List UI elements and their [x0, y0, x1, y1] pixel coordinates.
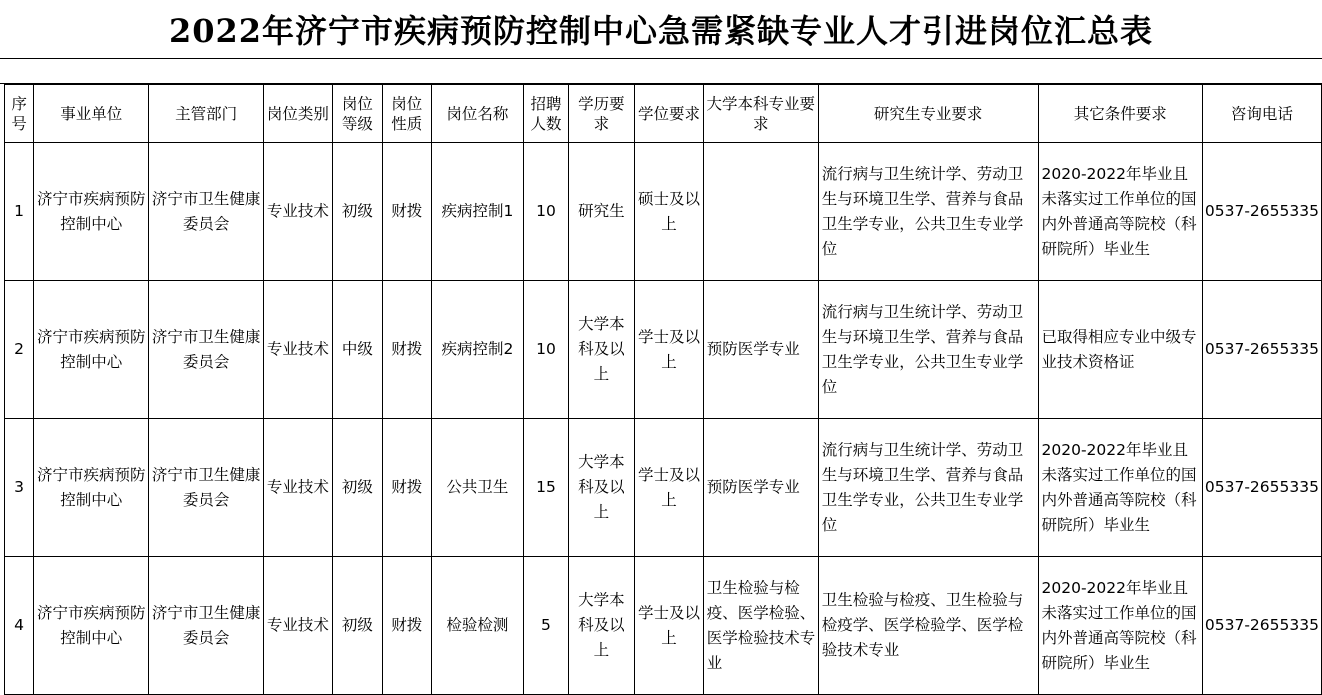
- cell-grad-major[interactable]: 流行病与卫生统计学、劳动卫生与环境卫生学、营养与食品卫生学专业，公共卫生专业学位: [818, 143, 1038, 281]
- cell-department[interactable]: 济宁市卫生健康委员会: [149, 419, 264, 557]
- cell-grad-major[interactable]: 流行病与卫生统计学、劳动卫生与环境卫生学、营养与食品卫生学专业，公共卫生专业学位: [818, 281, 1038, 419]
- cell-undergrad-major[interactable]: [703, 143, 818, 281]
- cell-undergrad-major[interactable]: 卫生检验与检疫、医学检验、医学检验技术专业: [703, 557, 818, 695]
- cell-index[interactable]: 4: [5, 557, 34, 695]
- cell-unit[interactable]: 济宁市疾病预防控制中心: [34, 557, 149, 695]
- header-row: [5, 85, 1322, 143]
- cell-education[interactable]: 大学本科及以上: [568, 281, 635, 419]
- cell-category[interactable]: 专业技术: [264, 419, 333, 557]
- cell-phone[interactable]: 0537-2655335: [1202, 143, 1321, 281]
- header-cell-position[interactable]: 岗位名称: [431, 85, 524, 143]
- cell-department[interactable]: 济宁市卫生健康委员会: [149, 281, 264, 419]
- cell-nature[interactable]: 财拨: [383, 419, 431, 557]
- cell-department[interactable]: 济宁市卫生健康委员会: [149, 143, 264, 281]
- cell-level[interactable]: 初级: [332, 143, 382, 281]
- header-cell-category[interactable]: 岗位类别: [264, 85, 333, 143]
- table-row: [5, 143, 1322, 281]
- cell-unit[interactable]: 济宁市疾病预防控制中心: [34, 281, 149, 419]
- header-cell-degree[interactable]: 学位要求: [635, 85, 704, 143]
- header-cell-phone[interactable]: 咨询电话: [1202, 85, 1321, 143]
- table-row: [5, 281, 1322, 419]
- header-cell-grad-major[interactable]: 研究生专业要求: [818, 85, 1038, 143]
- cell-education[interactable]: 大学本科及以上: [568, 419, 635, 557]
- empty-spreadsheet-row[interactable]: [0, 59, 1322, 84]
- cell-degree[interactable]: 学士及以上: [635, 557, 704, 695]
- cell-position[interactable]: 检验检测: [431, 557, 524, 695]
- header-cell-education[interactable]: 学历要求: [568, 85, 635, 143]
- cell-nature[interactable]: 财拨: [383, 557, 431, 695]
- cell-phone[interactable]: 0537-2655335: [1202, 281, 1321, 419]
- cell-education[interactable]: 研究生: [568, 143, 635, 281]
- cell-position[interactable]: 疾病控制1: [431, 143, 524, 281]
- cell-count[interactable]: 15: [524, 419, 568, 557]
- cell-category[interactable]: 专业技术: [264, 557, 333, 695]
- cell-education[interactable]: 大学本科及以上: [568, 557, 635, 695]
- header-cell-level[interactable]: 岗位等级: [332, 85, 382, 143]
- cell-degree[interactable]: 学士及以上: [635, 281, 704, 419]
- cell-position[interactable]: 疾病控制2: [431, 281, 524, 419]
- cell-phone[interactable]: 0537-2655335: [1202, 419, 1321, 557]
- header-cell-index[interactable]: 序号: [5, 85, 34, 143]
- header-cell-department[interactable]: 主管部门: [149, 85, 264, 143]
- cell-nature[interactable]: 财拨: [383, 143, 431, 281]
- cell-count[interactable]: 10: [524, 281, 568, 419]
- cell-phone[interactable]: 0537-2655335: [1202, 557, 1321, 695]
- header-cell-count[interactable]: 招聘人数: [524, 85, 568, 143]
- cell-degree[interactable]: 硕士及以上: [635, 143, 704, 281]
- cell-level[interactable]: 初级: [332, 419, 382, 557]
- cell-count[interactable]: 10: [524, 143, 568, 281]
- cell-nature[interactable]: 财拨: [383, 281, 431, 419]
- cell-unit[interactable]: 济宁市疾病预防控制中心: [34, 419, 149, 557]
- header-cell-nature[interactable]: 岗位性质: [383, 85, 431, 143]
- cell-degree[interactable]: 学士及以上: [635, 419, 704, 557]
- table-title[interactable]: 2022年济宁市疾病预防控制中心急需紧缺专业人才引进岗位汇总表: [0, 0, 1322, 59]
- header-cell-other-requirements[interactable]: 其它条件要求: [1038, 85, 1202, 143]
- table-row: [5, 419, 1322, 557]
- cell-count[interactable]: 5: [524, 557, 568, 695]
- cell-department[interactable]: 济宁市卫生健康委员会: [149, 557, 264, 695]
- cell-other-requirements[interactable]: 2020-2022年毕业且未落实过工作单位的国内外普通高等院校（科研院所）毕业生: [1038, 143, 1202, 281]
- cell-index[interactable]: 3: [5, 419, 34, 557]
- table-row: [5, 557, 1322, 695]
- cell-grad-major[interactable]: 卫生检验与检疫、卫生检验与检疫学、医学检验学、医学检验技术专业: [818, 557, 1038, 695]
- header-cell-unit[interactable]: 事业单位: [34, 85, 149, 143]
- cell-undergrad-major[interactable]: 预防医学专业: [703, 281, 818, 419]
- header-cell-undergrad-major[interactable]: 大学本科专业要求: [703, 85, 818, 143]
- positions-table: [4, 84, 1322, 695]
- cell-other-requirements[interactable]: 已取得相应专业中级专业技术资格证: [1038, 281, 1202, 419]
- cell-index[interactable]: 1: [5, 143, 34, 281]
- cell-level[interactable]: 中级: [332, 281, 382, 419]
- cell-other-requirements[interactable]: 2020-2022年毕业且未落实过工作单位的国内外普通高等院校（科研院所）毕业生: [1038, 419, 1202, 557]
- cell-undergrad-major[interactable]: 预防医学专业: [703, 419, 818, 557]
- cell-index[interactable]: 2: [5, 281, 34, 419]
- cell-position[interactable]: 公共卫生: [431, 419, 524, 557]
- cell-other-requirements[interactable]: 2020-2022年毕业且未落实过工作单位的国内外普通高等院校（科研院所）毕业生: [1038, 557, 1202, 695]
- cell-unit[interactable]: 济宁市疾病预防控制中心: [34, 143, 149, 281]
- cell-category[interactable]: 专业技术: [264, 281, 333, 419]
- cell-category[interactable]: 专业技术: [264, 143, 333, 281]
- cell-grad-major[interactable]: 流行病与卫生统计学、劳动卫生与环境卫生学、营养与食品卫生学专业，公共卫生专业学位: [818, 419, 1038, 557]
- cell-level[interactable]: 初级: [332, 557, 382, 695]
